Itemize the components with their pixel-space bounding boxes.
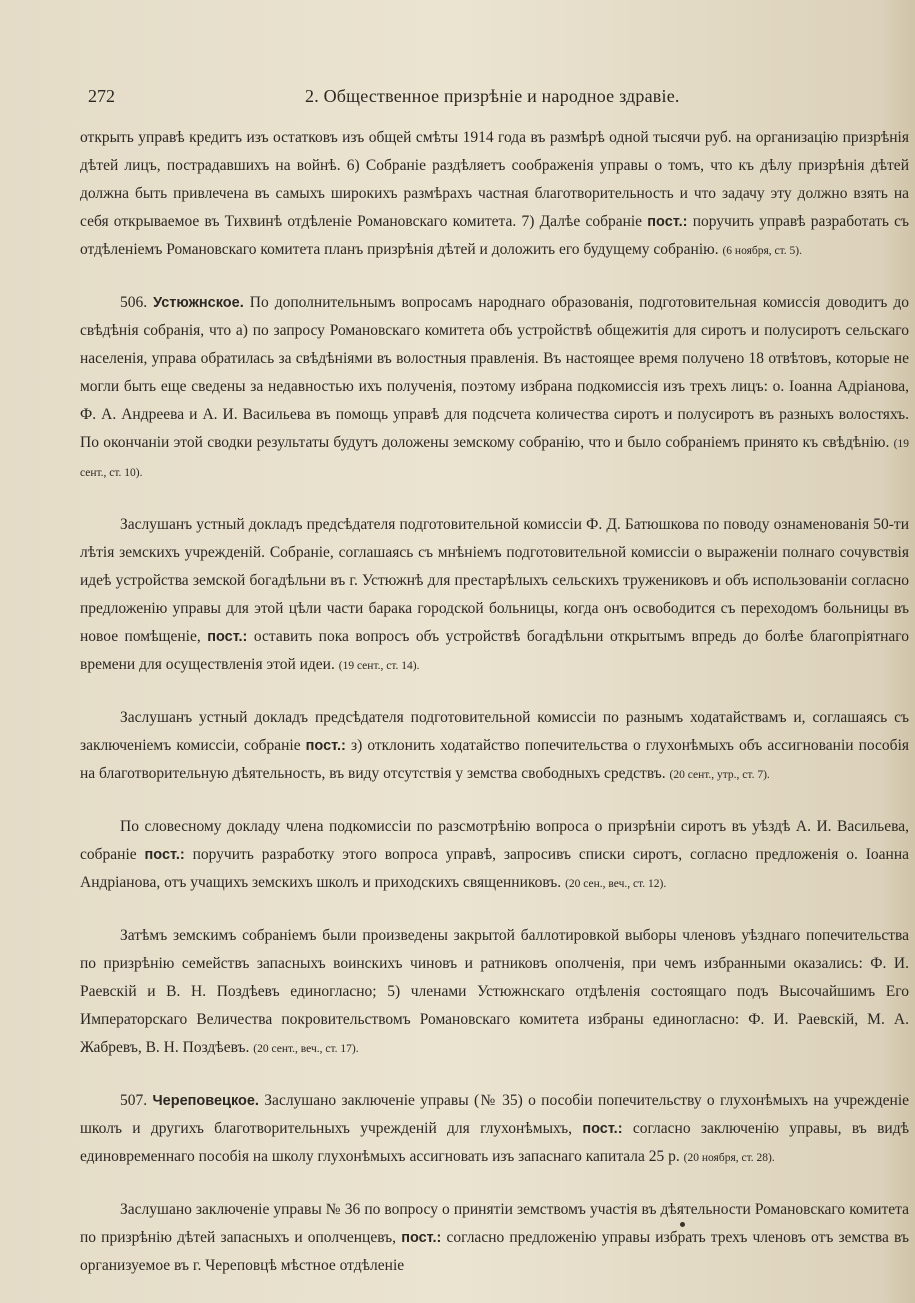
paragraph-text: поручить управѣ разработать съ отдѣленіемъ Романовскаго комитета планъ призрѣнія дѣтей и доложить его будущему собранію. <box>80 213 910 258</box>
reference-note: (6 ноября, ст. 5). <box>722 245 803 257</box>
decision-keyword: пост.: <box>582 1121 623 1137</box>
ink-speck <box>680 1222 685 1227</box>
paragraph-romanov-committee <box>80 1196 909 1280</box>
page-header <box>80 86 909 116</box>
page-number: 272 <box>88 86 115 106</box>
reference-note: (20 сент., веч., ст. 17). <box>253 1043 359 1055</box>
paragraph-petitions <box>80 704 909 789</box>
region-name: Череповецкое. <box>152 1093 259 1109</box>
decision-keyword: пост.: <box>401 1230 442 1246</box>
decision-keyword: пост.: <box>207 629 248 645</box>
paragraph-orphans <box>80 813 909 898</box>
paragraph-continuation <box>80 124 909 265</box>
paragraph-text: оставить пока вопросъ объ устройствѣ богадѣльни открытымъ впредь до болѣе благопріятнаго времени для осуществленія этой идеи. <box>80 628 909 673</box>
paragraph-batyushkov <box>80 511 909 680</box>
reference-note: (20 сент., утр., ст. 7). <box>669 769 770 781</box>
paragraph-text: Затѣмъ земскимъ собраніемъ были произведены закрытой баллотировкой выборы членовъ уѣзднаго попечительства по призрѣнію семействъ запасныхъ воинскихъ чиновъ и ратниковъ ополченія, при чемъ избранными оказались: Ф. И. Раевскій и В. Н. Поздѣевъ единогласно; 5) членами Устюжнскаго отдѣленія состоящаго подъ Высочайшимъ Его Императорскаго Величества покровительствомъ Романовскаго комитета избраны единогласно: Ф. И. Раевскій, М. А. Жабревъ, В. Н. Поздѣевъ. <box>80 927 909 1056</box>
region-name: Устюжнское. <box>153 295 244 311</box>
paragraph-text: з) отклонить ходатайство попечительства о глухонѣмыхъ объ ассигнованіи пособія на благотворительную дѣятельность, въ виду отсутствія у земства свободныхъ средствъ. <box>80 737 910 782</box>
reference-note: (20 сен., веч., ст. 12). <box>565 878 667 890</box>
paragraph-506 <box>80 289 909 487</box>
decision-keyword: пост.: <box>647 214 688 230</box>
paragraph-elections <box>80 922 909 1063</box>
paragraph-text: согласно предложенію управы избрать трехъ членовъ отъ земства въ организуемое въ г. Череповцѣ мѣстное отдѣленіе <box>80 1229 909 1274</box>
paragraph-text: По словесному докладу члена подкомиссіи по разсмотрѣнію вопроса о призрѣніи сиротъ въ уѣздѣ А. И. Васильева, собраніе <box>80 818 909 863</box>
paragraph-text: открыть управѣ кредитъ изъ остатковъ изъ общей смѣты 1914 года въ размѣрѣ одной тысячи руб. на организацію призрѣнія дѣтей лицъ, пострадавшихъ на войнѣ. 6) Собраніе раздѣляетъ соображенія управы о томъ, что къ дѣлу призрѣнія дѣтей должна быть привлечена въ самыхъ широкихъ размѣрахъ частная благотворительность и что задачу эту должно взять на себя открываемое въ Тихвинѣ отдѣленіе Романовскаго комитета. 7) Далѣе собраніе <box>80 129 909 230</box>
paragraph-text: согласно заключенію управы, въ видѣ единовременнаго пособія на школу глухонѣмыхъ ассигновать изъ запаснаго капитала 25 р. <box>80 1120 910 1165</box>
paragraph-text: Заслушанъ устный докладъ предсѣдателя подготовительной комиссіи по разнымъ ходатайствамъ и, соглашаясь съ заключеніемъ комиссіи, собраніе <box>80 709 909 754</box>
paragraph-text: Заслушано заключеніе управы № 36 по вопросу о принятіи земствомъ участія въ дѣятельности Романовскаго комитета по призрѣнію дѣтей запасныхъ и ополченцевъ, <box>80 1201 909 1246</box>
paragraph-text: Заслушанъ устный докладъ предсѣдателя подготовительной комиссіи Ф. Д. Батюшкова по поводу ознаменованія 50-ти лѣтія земскихъ учрежденій. Собраніе, соглашаясь съ мнѣніемъ подготовительной комиссіи о выраженіи полнаго сочувствія идеѣ устройства земской богадѣльни въ г. Устюжнѣ для престарѣлыхъ сельскихъ тружениковъ и объ использованіи согласно предложенію управы для этой цѣли части барака городской больницы, когда онъ освободится съ переходомъ больницы въ новое помѣщеніе, <box>80 516 909 645</box>
reference-note: (19 сент., ст. 14). <box>338 660 420 672</box>
paragraph-text: По дополнительнымъ вопросамъ народнаго образованія, подготовительная комиссія доводитъ до свѣдѣнія собранія, что а) по запросу Романовскаго комитета объ устройствѣ общежитія для сиротъ и полусиротъ сельскаго населенія, управа обратилась за свѣдѣніями въ волостныя правленія. Въ настоящее время получено 18 отвѣтовъ, которые не могли быть еще сведены за недавностью ихъ полученія, поэтому избрана подкомиссія изъ трехъ лицъ: о. Іоанна Адріанова, Ф. А. Андреева и А. И. Васильева въ помощь управѣ для подсчета количества сиротъ и полусиротъ въ разныхъ волостяхъ. По окончаніи этой сводки результаты будутъ доложены земскому собранію, что и было собраніемъ принято къ свѣдѣнію. <box>80 294 910 451</box>
paragraph-507 <box>80 1087 909 1172</box>
reference-note: (19 сент., ст. 10). <box>80 438 910 479</box>
entry-number: 507. <box>120 1092 148 1109</box>
decision-keyword: пост.: <box>305 738 346 754</box>
paragraph-text: поручить разработку этого вопроса управѣ, запросивъ списки сиротъ, согласно предложенія о. Іоанна Андріанова, отъ учащихъ земскихъ школъ и приходскихъ священниковъ. <box>80 846 909 891</box>
running-title: 2. Общественное призрѣніе и народное здравіе. <box>305 86 680 106</box>
reference-note: (20 ноября, ст. 28). <box>683 1152 775 1164</box>
decision-keyword: пост.: <box>144 847 185 863</box>
paragraph-text: Заслушано заключеніе управы (№ 35) о пособіи попечительству о глухонѣмыхъ на учрежденіе школъ и другихъ благотворительныхъ учрежденій для глухонѣмыхъ, <box>80 1092 910 1137</box>
entry-number: 506. <box>120 294 148 311</box>
